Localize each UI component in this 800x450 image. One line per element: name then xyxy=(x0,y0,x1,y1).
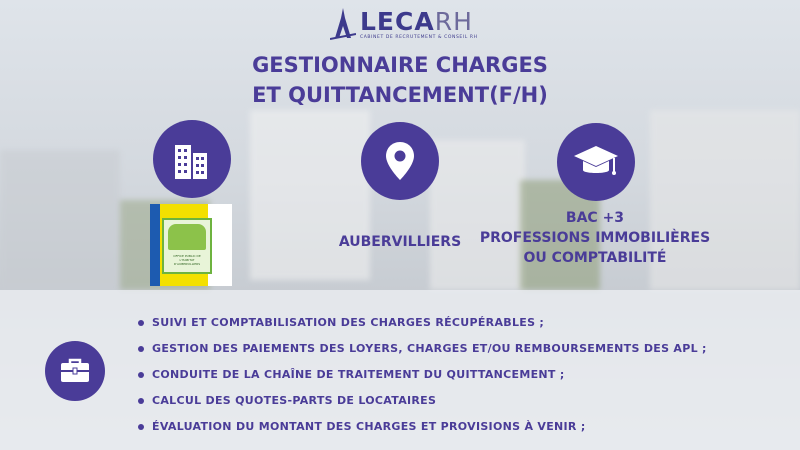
map-pin-icon xyxy=(385,141,415,181)
mission-item: SUIVI ET COMPTABILISATION DES CHARGES RÉCUPÉRABLES ; xyxy=(138,310,707,336)
location-label: AUBERVILLIERS xyxy=(338,234,462,250)
bullet-icon xyxy=(138,320,144,326)
background-building xyxy=(250,110,370,280)
eiffel-tower-icon xyxy=(330,8,356,40)
brand-tagline: CABINET DE RECRUTEMENT & CONSEIL RH xyxy=(360,35,478,40)
bullet-icon xyxy=(138,398,144,404)
mission-item: CALCUL DES QUOTES-PARTS DE LOCATAIRES xyxy=(138,388,707,414)
mission-item: ÉVALUATION DU MONTANT DES CHARGES ET PROVISIONS À VENIR ; xyxy=(138,414,707,440)
bullet-icon xyxy=(138,372,144,378)
missions-list xyxy=(138,310,707,440)
education-circle xyxy=(557,123,635,201)
location-circle xyxy=(361,122,439,200)
mission-item: CONDUITE DE LA CHAÎNE DE TRAITEMENT DU QUITTANCEMENT ; xyxy=(138,362,707,388)
buildings-icon xyxy=(172,137,212,181)
briefcase-icon xyxy=(60,358,90,384)
brand-logo xyxy=(330,8,480,44)
job-title-line-1: GESTIONNAIRE CHARGES xyxy=(252,53,548,77)
company-logo-caption: OFFICE PUBLIC DE L'HABITAT D'AUBERVILLIERS xyxy=(173,254,201,266)
brand-name: LECARH xyxy=(360,7,473,36)
bullet-icon xyxy=(138,346,144,352)
graduation-cap-icon xyxy=(572,144,620,180)
company-logo xyxy=(150,204,232,286)
company-circle xyxy=(153,120,231,198)
bullet-icon xyxy=(138,424,144,430)
mission-item: GESTION DES PAIEMENTS DES LOYERS, CHARGES ET/OU REMBOURSEMENTS DES APL ; xyxy=(138,336,707,362)
houses-icon xyxy=(168,224,206,250)
background-building xyxy=(0,150,120,290)
missions-circle xyxy=(45,341,105,401)
job-title-line-2: ET QUITTANCEMENT(F/H) xyxy=(252,83,548,107)
education-label: BAC +3 PROFESSIONS IMMOBILIÈRES OU COMPTABILITÉ xyxy=(479,210,711,266)
